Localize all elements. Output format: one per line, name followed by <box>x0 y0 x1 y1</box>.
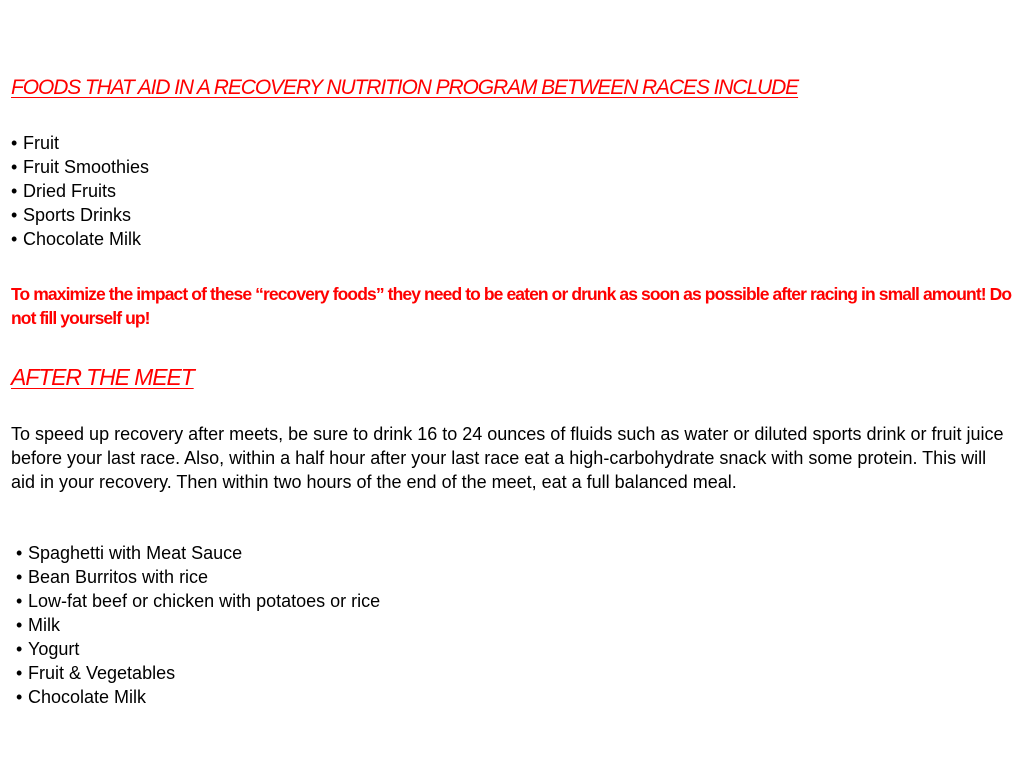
bullet-icon: • <box>11 157 18 177</box>
list-item-label: Sports Drinks <box>23 205 132 225</box>
bullet-icon: • <box>16 639 23 659</box>
list-item-label: Fruit Smoothies <box>23 157 150 177</box>
after-the-meet-heading: AFTER THE MEET <box>11 364 194 390</box>
bullet-icon: • <box>11 133 18 153</box>
recovery-foods-heading: FOODS THAT AID IN A RECOVERY NUTRITION PROGRAM BETWEEN RACES INCLUDE <box>11 76 799 99</box>
list-item <box>16 613 380 637</box>
bullet-icon: • <box>16 615 23 635</box>
bullet-icon: • <box>11 205 18 225</box>
list-item-label: Yogurt <box>28 639 80 659</box>
bullet-icon: • <box>11 181 18 201</box>
list-item <box>16 637 380 661</box>
list-item <box>16 565 380 589</box>
list-item <box>16 661 380 685</box>
bullet-icon: • <box>16 687 23 707</box>
list-item-label: Chocolate Milk <box>28 687 147 707</box>
list-item-label: Milk <box>28 615 60 635</box>
after-meet-paragraph: To speed up recovery after meets, be sure to drink 16 to 24 ounces of fluids such as water or diluted sports drink or fruit juice before your last race. Also, within a half hour after your last race eat a high-carbohydrate snack with some protein. This will aid in your recovery. Then within two hours of the end of the meet, eat a full balanced meal. <box>11 424 1004 492</box>
bullet-icon: • <box>16 591 23 611</box>
list-item <box>16 541 380 565</box>
list-item <box>11 131 149 155</box>
list-item-label: Chocolate Milk <box>23 229 142 249</box>
list-item <box>11 179 149 203</box>
list-item-label: Spaghetti with Meat Sauce <box>28 543 243 563</box>
list-item <box>11 227 149 251</box>
meal-suggestions-list <box>16 541 380 709</box>
list-item <box>16 589 380 613</box>
list-item <box>11 203 149 227</box>
bullet-icon: • <box>16 543 23 563</box>
list-item-label: Fruit <box>23 133 59 153</box>
list-item <box>16 685 380 709</box>
list-item-label: Low-fat beef or chicken with potatoes or rice <box>28 591 381 611</box>
bullet-icon: • <box>11 229 18 249</box>
bullet-icon: • <box>16 567 23 587</box>
list-item-label: Bean Burritos with rice <box>28 567 209 587</box>
list-item <box>11 155 149 179</box>
bullet-icon: • <box>16 663 23 683</box>
recovery-advisory-note: To maximize the impact of these “recovery foods” they need to be eaten or drunk as soon as possible after racing in small amount! Do not fill yourself up! <box>11 284 1012 328</box>
list-item-label: Dried Fruits <box>23 181 117 201</box>
list-item-label: Fruit & Vegetables <box>28 663 176 683</box>
recovery-foods-list <box>11 131 149 251</box>
